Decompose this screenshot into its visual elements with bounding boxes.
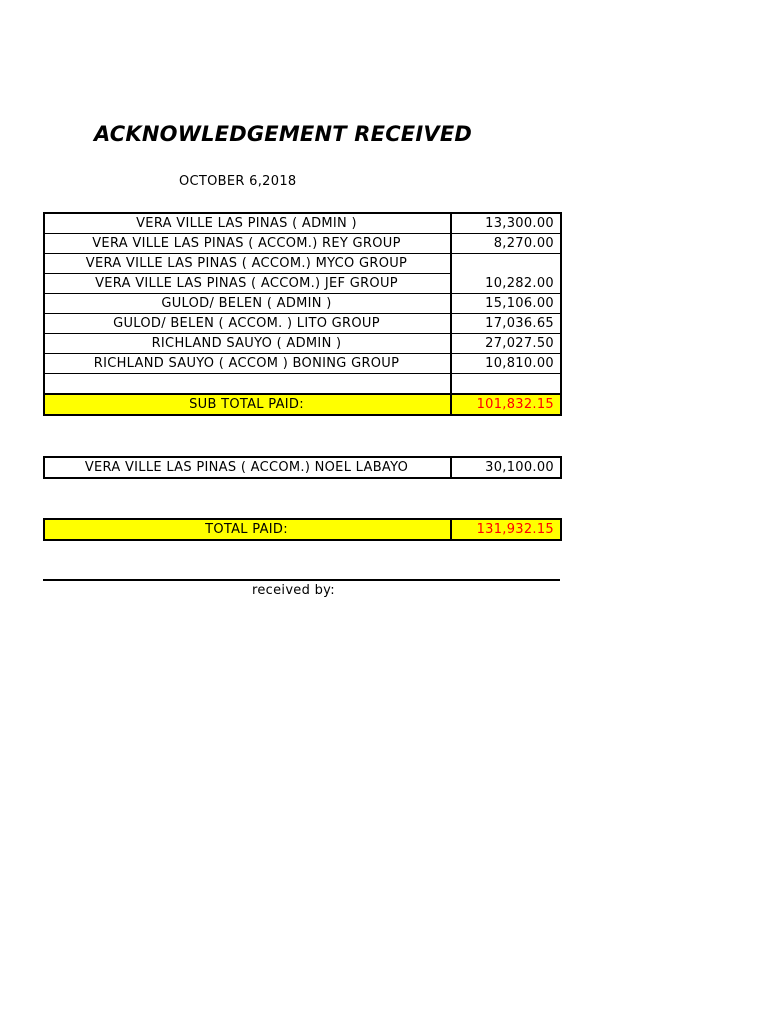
payment-amount: 8,270.00 <box>451 234 561 254</box>
signature-line <box>43 579 560 581</box>
table-row <box>44 213 561 234</box>
empty-cell <box>44 374 451 395</box>
table-row <box>44 254 561 274</box>
document-date: OCTOBER 6,2018 <box>179 174 297 189</box>
payment-amount: 10,810.00 <box>451 354 561 374</box>
payment-amount: 17,036.65 <box>451 314 561 334</box>
empty-cell <box>451 374 561 395</box>
payment-description: VERA VILLE LAS PINAS ( ACCOM.) MYCO GROUP <box>44 254 451 274</box>
payment-description: VERA VILLE LAS PINAS ( ACCOM.) REY GROUP <box>44 234 451 254</box>
table-row <box>44 234 561 254</box>
empty-row <box>44 374 561 395</box>
payment-description: RICHLAND SAUYO ( ACCOM ) BONING GROUP <box>44 354 451 374</box>
table-row <box>44 294 561 314</box>
payments-table <box>43 212 562 416</box>
subtotal-amount: 101,832.15 <box>451 394 561 415</box>
payment-amount: 10,282.00 <box>451 274 561 294</box>
payment-amount <box>451 254 561 274</box>
table-row <box>44 334 561 354</box>
total-amount: 131,932.15 <box>451 519 561 540</box>
extra-payment-table <box>43 456 562 479</box>
subtotal-row <box>44 394 561 415</box>
payment-amount: 27,027.50 <box>451 334 561 354</box>
payment-description: RICHLAND SAUYO ( ADMIN ) <box>44 334 451 354</box>
payment-description: GULOD/ BELEN ( ADMIN ) <box>44 294 451 314</box>
table-row <box>44 354 561 374</box>
table-row <box>44 314 561 334</box>
subtotal-label: SUB TOTAL PAID: <box>44 394 451 415</box>
table-row <box>44 457 561 478</box>
payment-description: VERA VILLE LAS PINAS ( ACCOM.) JEF GROUP <box>44 274 451 294</box>
extra-payment-description: VERA VILLE LAS PINAS ( ACCOM.) NOEL LABAYO <box>44 457 451 478</box>
document-title: ACKNOWLEDGEMENT RECEIVED <box>94 122 472 146</box>
table-row <box>44 274 561 294</box>
payment-amount: 13,300.00 <box>451 213 561 234</box>
payment-description: VERA VILLE LAS PINAS ( ADMIN ) <box>44 213 451 234</box>
total-label: TOTAL PAID: <box>44 519 451 540</box>
received-by-label: received by: <box>252 583 335 598</box>
extra-payment-amount: 30,100.00 <box>485 460 554 475</box>
payment-amount: 15,106.00 <box>451 294 561 314</box>
total-table <box>43 518 562 541</box>
total-row <box>44 519 561 540</box>
payment-description: GULOD/ BELEN ( ACCOM. ) LITO GROUP <box>44 314 451 334</box>
